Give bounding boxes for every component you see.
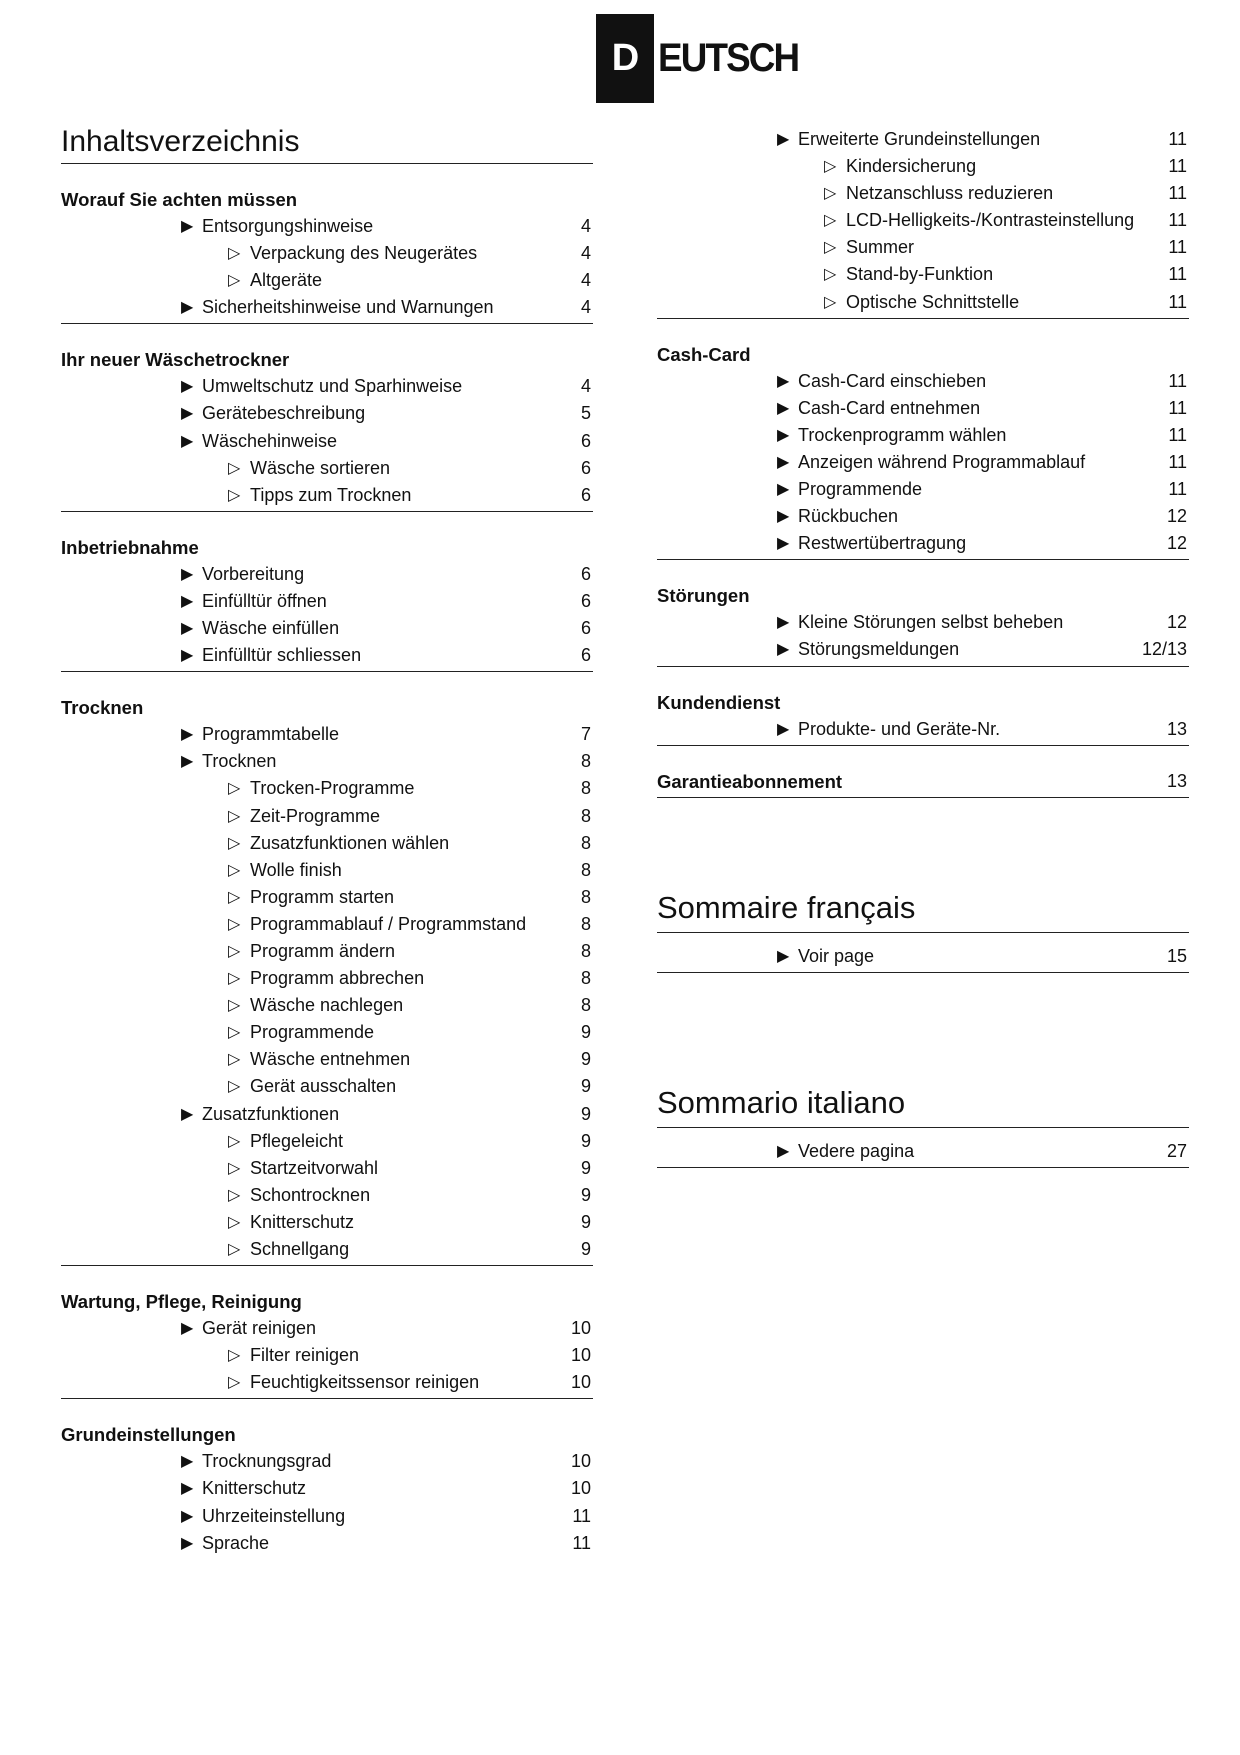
toc-entry-page: 9 [580, 1022, 591, 1043]
toc-entry-page: 11 [1168, 451, 1187, 472]
toc-entry-page: 4 [580, 216, 591, 236]
toc-entry-page: 11 [1168, 370, 1187, 391]
toc-entry-label: Altgeräte [250, 270, 323, 291]
toc-entry-page: 9 [580, 1103, 591, 1124]
toc-entry-label: Kleine Störungen selbst beheben [798, 612, 1064, 633]
triangle-filled-icon: ▶ [181, 647, 194, 665]
toc-section-title-text: Kundendienst [657, 691, 781, 713]
toc-entry-label: Knitterschutz [202, 1478, 307, 1499]
toc-section-title-text: Wartung, Pflege, Reinigung [61, 1291, 302, 1313]
toc-entry[interactable] [61, 1315, 593, 1342]
triangle-filled-icon: ▶ [777, 372, 790, 390]
toc-section [61, 1288, 593, 1399]
triangle-outline-icon: ▷ [228, 1347, 241, 1365]
triangle-filled-icon: ▶ [777, 508, 790, 526]
toc-entry-label: Wäschehinweise [202, 430, 338, 451]
toc-entry[interactable] [61, 1236, 593, 1263]
triangle-filled-icon: ▶ [777, 535, 790, 553]
toc-entry-label: Erweiterte Grundeinstellungen [798, 129, 1041, 149]
triangle-filled-icon: ▶ [777, 453, 790, 471]
toc-entry[interactable] [61, 428, 593, 455]
triangle-filled-icon: ▶ [777, 641, 790, 659]
toc-entry-page: 6 [580, 430, 591, 451]
triangle-outline-icon: ▷ [228, 1374, 241, 1392]
triangle-outline-icon: ▷ [228, 245, 241, 263]
toc-entry[interactable] [61, 884, 593, 911]
toc-entry[interactable] [657, 289, 1189, 316]
toc-entry[interactable] [61, 965, 593, 992]
triangle-outline-icon: ▷ [228, 888, 241, 906]
toc-entry[interactable] [61, 911, 593, 938]
toc-section-title-text: Cash-Card [657, 343, 751, 365]
toc-entry[interactable] [657, 636, 1189, 663]
toc-entry-label: Trocken-Programme [250, 778, 415, 799]
toc-entry-label: Vedere pagina [798, 1140, 915, 1161]
triangle-filled-icon: ▶ [777, 614, 790, 632]
toc-entry-page: 10 [570, 1478, 591, 1499]
toc-entry-page: 8 [580, 995, 591, 1016]
toc-entry-page: 8 [580, 886, 591, 907]
triangle-filled-icon: ▶ [181, 620, 194, 638]
toc-entry-page: 11 [1168, 183, 1187, 204]
toc-entry[interactable] [61, 615, 593, 642]
toc-entry[interactable] [61, 1155, 593, 1182]
triangle-filled-icon: ▶ [181, 432, 194, 450]
toc-entry[interactable] [61, 1369, 593, 1396]
toc-entry-page: 8 [580, 859, 591, 880]
toc-entry[interactable] [61, 938, 593, 965]
toc-section [61, 534, 593, 672]
triangle-filled-icon: ▶ [181, 1507, 194, 1525]
toc-entry-label: Kindersicherung [846, 156, 977, 177]
triangle-filled-icon: ▶ [181, 1534, 194, 1552]
triangle-outline-icon: ▷ [824, 266, 837, 284]
toc-entry-label: Summer [846, 237, 915, 258]
toc-section [61, 346, 593, 511]
triangle-outline-icon: ▷ [228, 1024, 241, 1042]
toc-entry-page: 7 [580, 724, 591, 745]
toc-section-title-text: Trocknen [61, 697, 144, 719]
toc-entry-label: Voir page [798, 945, 875, 966]
toc-entry-page: 12 [1166, 612, 1187, 633]
triangle-filled-icon: ▶ [181, 378, 194, 396]
triangle-outline-icon: ▷ [228, 915, 241, 933]
toc-section [657, 126, 1189, 319]
toc-entry[interactable] [61, 642, 593, 669]
toc-entry-label: Cash-Card einschieben [798, 370, 987, 391]
toc-entry[interactable] [657, 234, 1189, 261]
toc-entry-label: Sicherheitshinweise und Warnungen [202, 297, 494, 318]
toc-entry[interactable] [657, 368, 1189, 395]
toc-section-title[interactable] [61, 534, 593, 561]
triangle-outline-icon: ▷ [228, 1159, 241, 1177]
toc-entry-label: Gerät reinigen [202, 1318, 317, 1339]
toc-section-title[interactable] [657, 768, 1189, 795]
toc-entry-label: Schnellgang [250, 1239, 350, 1259]
toc-entry-page: 13 [1166, 718, 1187, 739]
toc-section-title[interactable] [61, 346, 593, 373]
toc-entry-page: 6 [580, 645, 591, 666]
toc-entry-label: Umweltschutz und Sparhinweise [202, 376, 463, 397]
toc-entry-label: Programm abbrechen [250, 968, 425, 989]
toc-entry-label: Programmende [250, 1022, 375, 1043]
toc-entry-label: Zusatzfunktionen wählen [250, 832, 450, 853]
toc-entry-label: Restwertübertragung [798, 533, 967, 554]
toc-entry-page: 9 [580, 1239, 591, 1259]
toc-section-title[interactable] [61, 1421, 593, 1448]
toc-entry-label: Trocknungsgrad [202, 1451, 332, 1472]
toc-entry-label: Trockenprogramm wählen [798, 424, 1007, 445]
toc-entry[interactable] [657, 943, 1189, 970]
toc-entry[interactable] [61, 1503, 593, 1530]
toc-entry-page: 9 [580, 1157, 591, 1178]
toc-entry-label: Netzanschluss reduzieren [846, 183, 1054, 204]
toc-entry-label: Programm starten [250, 886, 395, 907]
toc-entry[interactable] [61, 373, 593, 400]
toc-section [657, 689, 1189, 746]
toc-entry[interactable] [61, 213, 593, 240]
toc-entry[interactable] [657, 1138, 1189, 1165]
toc-entry-page: 10 [570, 1372, 591, 1393]
toc-section-title[interactable] [657, 689, 1189, 716]
left-sections [61, 164, 593, 1559]
triangle-filled-icon: ▶ [777, 399, 790, 417]
toc-entry-page: 11 [1168, 397, 1187, 418]
toc-entry[interactable] [657, 449, 1189, 476]
toc-entry-page: 4 [580, 270, 591, 291]
toc-entry[interactable] [61, 561, 593, 588]
toc-entry[interactable] [61, 455, 593, 482]
toc-entry-label: Vorbereitung [202, 563, 305, 584]
triangle-outline-icon: ▷ [228, 970, 241, 988]
triangle-outline-icon: ▷ [228, 1078, 241, 1096]
toc-entry-label: Rückbuchen [798, 506, 899, 527]
toc-entry-label: Wäsche entnehmen [250, 1049, 411, 1070]
triangle-outline-icon: ▷ [824, 212, 837, 230]
triangle-outline-icon: ▷ [228, 486, 241, 504]
toc-entry[interactable] [61, 1530, 593, 1557]
toc-entry-page: 9 [580, 1049, 591, 1070]
toc-entry-label: Startzeitvorwahl [250, 1157, 379, 1178]
toc-entry[interactable] [61, 1182, 593, 1209]
toc-entry-label: Tipps zum Trocknen [250, 484, 412, 505]
toc-entry-page: 8 [580, 968, 591, 989]
toc-entry[interactable] [61, 748, 593, 775]
triangle-outline-icon: ▷ [824, 293, 837, 311]
toc-entry[interactable] [657, 609, 1189, 636]
toc-entry[interactable] [657, 503, 1189, 530]
toc-entry-page: 6 [580, 484, 591, 505]
toc-entry[interactable] [657, 126, 1189, 153]
toc-section-title[interactable] [657, 582, 1189, 609]
toc-section-title-text: Störungen [657, 585, 750, 607]
toc-section [61, 694, 593, 1266]
toc-section [61, 1421, 593, 1558]
toc-title: Inhaltsverzeichnis [61, 120, 593, 164]
toc-entry[interactable] [657, 716, 1189, 743]
toc-entry-label: Wäsche einfüllen [202, 618, 340, 639]
toc-entry-label: Verpackung des Neugerätes [250, 243, 478, 264]
toc-section-title-text: Garantieabonnement [657, 770, 843, 792]
toc-section [657, 768, 1189, 798]
toc-entry-page: 4 [580, 243, 591, 264]
toc-entry-page: 12/13 [1141, 639, 1187, 660]
right-sections [657, 126, 1189, 798]
toc-entry-page: 6 [580, 563, 591, 584]
triangle-filled-icon: ▶ [181, 1480, 194, 1498]
toc-entry-label: Programmende [798, 479, 923, 500]
toc-entry-label: Stand-by-Funktion [846, 264, 994, 285]
triangle-filled-icon: ▶ [777, 947, 790, 965]
toc-entry[interactable] [61, 1475, 593, 1502]
triangle-outline-icon: ▷ [228, 807, 241, 825]
toc-entry[interactable] [657, 395, 1189, 422]
triangle-filled-icon: ▶ [777, 131, 790, 148]
toc-entry[interactable] [61, 240, 593, 267]
toc-section-title-text: Ihr neuer Wäschetrockner [61, 349, 290, 371]
triangle-filled-icon: ▶ [181, 1453, 194, 1471]
toc-entry[interactable] [61, 294, 593, 321]
toc-entry-page: 9 [580, 1130, 591, 1151]
toc-entry-page: 8 [580, 832, 591, 853]
toc-entry[interactable] [61, 588, 593, 615]
toc-entry[interactable] [657, 207, 1189, 234]
toc-section-title-text: Worauf Sie achten müssen [61, 189, 298, 210]
toc-entry-page: 8 [580, 805, 591, 826]
toc-entry-label: Anzeigen während Programmablauf [798, 451, 1086, 472]
triangle-outline-icon: ▷ [228, 997, 241, 1015]
toc-left-column [61, 120, 593, 1559]
toc-entry-page: 6 [580, 590, 591, 611]
toc-entry[interactable] [61, 721, 593, 748]
toc-section-title[interactable] [61, 694, 593, 721]
toc-entry-page: 9 [580, 1211, 591, 1232]
triangle-filled-icon: ▶ [181, 1320, 194, 1338]
toc-entry[interactable] [61, 267, 593, 294]
toc-entry[interactable] [61, 1046, 593, 1073]
triangle-outline-icon: ▷ [228, 1213, 241, 1231]
language-letter-box: D [596, 14, 654, 103]
toc-entry-page: 10 [570, 1451, 591, 1472]
toc-entry-label: Zeit-Programme [250, 805, 381, 826]
toc-entry-label: Einfülltür öffnen [202, 590, 327, 611]
italian-toc-title: Sommario italiano [657, 1079, 1189, 1128]
toc-entry-label: Uhrzeiteinstellung [202, 1505, 346, 1526]
toc-entry-page: 6 [580, 618, 591, 639]
toc-entry-page: 11 [1168, 479, 1187, 500]
triangle-outline-icon: ▷ [228, 942, 241, 960]
toc-entry-label: Gerät ausschalten [250, 1076, 397, 1097]
toc-entry[interactable] [61, 1073, 593, 1100]
toc-section-title[interactable] [61, 186, 593, 213]
triangle-outline-icon: ▷ [824, 239, 837, 257]
toc-entry-page: 4 [580, 376, 591, 397]
triangle-outline-icon: ▷ [228, 1241, 241, 1258]
toc-entry-label: Programm ändern [250, 940, 396, 961]
toc-entry-page: 9 [580, 1184, 591, 1205]
toc-entry-label: Schontrocknen [250, 1184, 371, 1205]
toc-entry-label: Knitterschutz [250, 1211, 355, 1232]
toc-entry[interactable] [61, 482, 593, 509]
toc-entry-page: 8 [580, 751, 591, 772]
toc-entry[interactable] [657, 530, 1189, 557]
triangle-filled-icon: ▶ [181, 565, 194, 583]
toc-entry-page: 8 [580, 778, 591, 799]
toc-entry[interactable] [61, 1342, 593, 1369]
toc-section [657, 341, 1189, 561]
triangle-filled-icon: ▶ [181, 1105, 194, 1123]
toc-entry[interactable] [61, 1019, 593, 1046]
toc-entry[interactable] [657, 422, 1189, 449]
toc-entry-label: Feuchtigkeitssensor reinigen [250, 1372, 480, 1393]
toc-section-title-text: Inbetriebnahme [61, 536, 199, 558]
toc-entry-label: Programmtabelle [202, 724, 340, 745]
toc-entry-page: 8 [580, 913, 591, 934]
toc-entry-page: 6 [580, 457, 591, 478]
toc-entry[interactable] [657, 180, 1189, 207]
toc-entry-page: 11 [1168, 210, 1187, 231]
triangle-outline-icon: ▷ [228, 834, 241, 852]
toc-entry-page: 11 [572, 1532, 591, 1553]
triangle-filled-icon: ▶ [181, 405, 194, 423]
toc-entry[interactable] [61, 400, 593, 427]
toc-entry[interactable] [657, 153, 1189, 180]
toc-entry[interactable] [61, 857, 593, 884]
triangle-outline-icon: ▷ [228, 861, 241, 879]
toc-entry-page: 12 [1166, 506, 1187, 527]
toc-section-title-text: Grundeinstellungen [61, 1424, 236, 1446]
triangle-outline-icon: ▷ [824, 158, 837, 176]
toc-entry-label: Trocknen [202, 751, 277, 772]
french-toc-section [657, 933, 1189, 973]
toc-entry[interactable] [61, 992, 593, 1019]
toc-entry[interactable] [61, 1209, 593, 1236]
triangle-filled-icon: ▶ [181, 726, 194, 744]
triangle-outline-icon: ▷ [228, 1132, 241, 1150]
toc-entry[interactable] [657, 476, 1189, 503]
toc-entry-page: 5 [580, 403, 591, 424]
language-title-rest: EUTSCH [658, 36, 799, 80]
toc-entry-label: Wolle finish [250, 859, 342, 880]
toc-entry[interactable] [61, 830, 593, 857]
toc-entry[interactable] [61, 1101, 593, 1128]
toc-entry-label: Cash-Card entnehmen [798, 397, 981, 418]
triangle-outline-icon: ▷ [228, 780, 241, 798]
toc-entry-label: Entsorgungshinweise [202, 216, 374, 236]
triangle-outline-icon: ▷ [228, 1051, 241, 1069]
toc-entry[interactable] [61, 1128, 593, 1155]
toc-entry-label: Produkte- und Geräte-Nr. [798, 718, 1001, 739]
toc-entry-page: 15 [1166, 945, 1187, 966]
italian-toc-section [657, 1128, 1189, 1168]
toc-entry-page: 8 [580, 940, 591, 961]
triangle-filled-icon: ▶ [181, 299, 194, 317]
toc-entry-label: Gerätebeschreibung [202, 403, 366, 424]
toc-entry-page: 10 [570, 1345, 591, 1366]
triangle-outline-icon: ▷ [228, 1186, 241, 1204]
toc-entry-label: Wäsche nachlegen [250, 995, 404, 1016]
toc-entry[interactable] [657, 261, 1189, 288]
toc-entry-page: 11 [1168, 129, 1187, 149]
toc-section-title[interactable] [61, 1288, 593, 1315]
toc-entry[interactable] [61, 1448, 593, 1475]
toc-section-page: 13 [1166, 770, 1187, 791]
language-header [596, 14, 810, 103]
toc-entry-page: 11 [1168, 264, 1187, 285]
toc-entry-label: LCD-Helligkeits-/Kontrasteinstellung [846, 210, 1135, 231]
toc-entry-label: Wäsche sortieren [250, 457, 391, 478]
toc-entry-label: Optische Schnittstelle [846, 291, 1020, 312]
toc-entry-page: 11 [1168, 424, 1187, 445]
toc-entry-label: Filter reinigen [250, 1345, 360, 1366]
triangle-filled-icon: ▶ [777, 1142, 790, 1160]
triangle-filled-icon: ▶ [777, 426, 790, 444]
triangle-filled-icon: ▶ [777, 481, 790, 499]
triangle-filled-icon: ▶ [181, 218, 194, 235]
toc-section [61, 186, 593, 324]
toc-entry-label: Einfülltür schliessen [202, 645, 362, 666]
french-toc-title: Sommaire français [657, 884, 1189, 933]
toc-entry-page: 9 [580, 1076, 591, 1097]
toc-entry-label: Störungsmeldungen [798, 639, 960, 660]
toc-entry-page: 11 [1168, 291, 1187, 312]
toc-entry-page: 11 [1168, 237, 1187, 258]
toc-entry-label: Sprache [202, 1532, 270, 1553]
toc-entry-page: 10 [570, 1318, 591, 1339]
toc-section [657, 582, 1189, 666]
toc-entry-page: 27 [1166, 1140, 1187, 1161]
toc-right-column [657, 126, 1189, 1168]
toc-entry-page: 4 [580, 297, 591, 318]
toc-entry-label: Zusatzfunktionen [202, 1103, 340, 1124]
triangle-filled-icon: ▶ [181, 753, 194, 771]
triangle-outline-icon: ▷ [824, 185, 837, 203]
toc-section-title[interactable] [657, 341, 1189, 368]
triangle-outline-icon: ▷ [228, 459, 241, 477]
toc-entry-label: Programmablauf / Programmstand [250, 913, 527, 934]
toc-entry-page: 11 [572, 1505, 591, 1526]
toc-entry[interactable] [61, 775, 593, 802]
toc-entry[interactable] [61, 803, 593, 830]
toc-entry-page: 12 [1166, 533, 1187, 554]
toc-entry-label: Pflegeleicht [250, 1130, 344, 1151]
triangle-outline-icon: ▷ [228, 272, 241, 290]
triangle-filled-icon: ▶ [777, 720, 790, 738]
triangle-filled-icon: ▶ [181, 592, 194, 610]
toc-entry-page: 11 [1168, 156, 1187, 177]
